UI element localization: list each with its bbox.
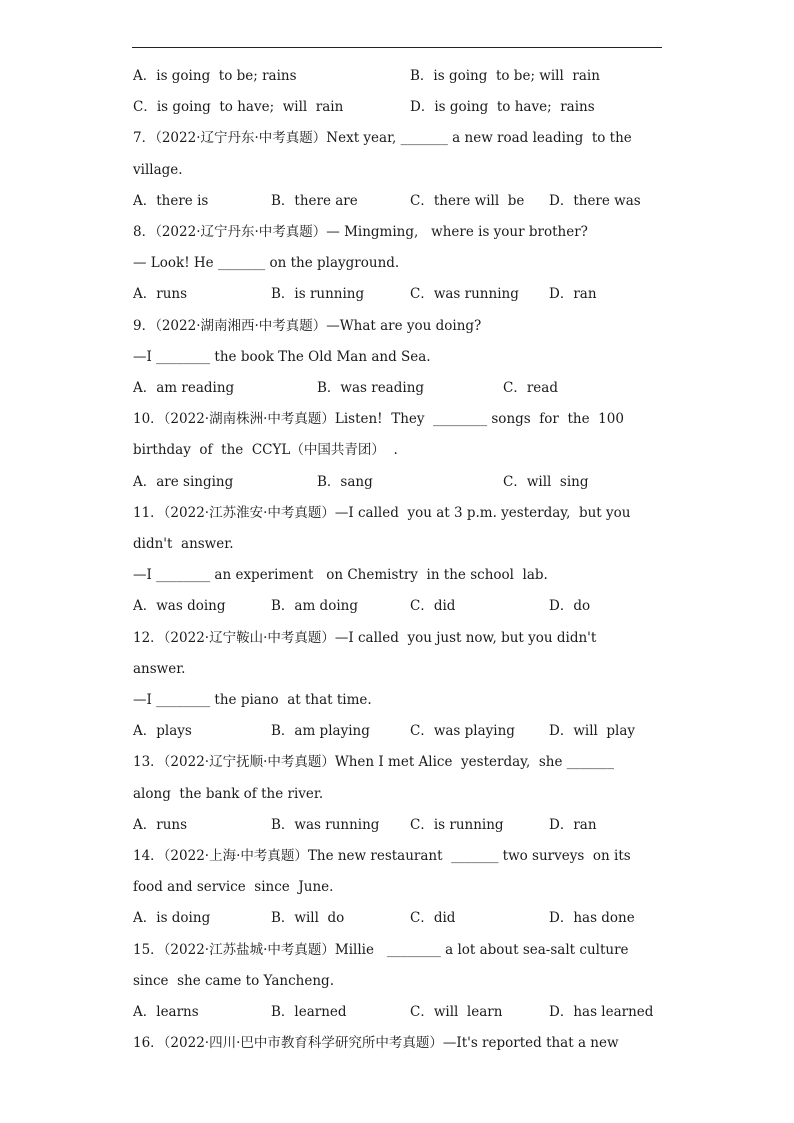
answer-option: A．runs [133,816,188,833]
answer-option: D．will play [549,723,636,740]
question-stem: 11．（2022·江苏淮安·中考真题）—I called you at 3 p.m. yesterday, but you [133,504,631,521]
question-line: along the bank of the river. [133,785,324,802]
question-stem: 10．（2022·湖南株洲·中考真题）Listen! They ________ songs for the 100 [133,411,624,428]
answer-option: C．did [410,598,456,615]
question-line: — Look! He _______ on the playground. [133,255,400,272]
answer-option: B．was reading [317,380,425,396]
answer-option: D．is going to have; rains [410,99,595,116]
answer-option: B．sang [317,473,373,490]
question-line: didn't answer. [133,536,234,552]
answer-option: A．learns [133,1004,199,1020]
answer-option: C．is running [410,816,504,833]
answer-option: C．was playing [410,723,515,740]
question-line: —I ________ the book The Old Man and Sea. [133,348,431,365]
question-line: —I ________ the piano at that time. [133,692,372,708]
answer-option: C．there will be [410,192,525,209]
answer-option: B．was running [271,816,380,833]
answer-option: B．is running [271,286,365,303]
answer-option: B．am doing [271,598,358,615]
answer-option: B．will do [271,910,345,927]
answer-option: A．there is [133,192,209,209]
answer-option: B．am playing [271,723,370,740]
question-line: since she came to Yancheng. [133,972,334,989]
question-line: —I ________ an experiment on Chemistry in the school lab. [133,567,548,584]
answer-option: D．ran [549,816,597,833]
answer-option: B．is going to be; will rain [410,68,600,84]
answer-option: C．will sing [503,473,589,490]
answer-option: D．ran [549,286,597,303]
answer-option: B．learned [271,1004,347,1020]
answer-option: C．is going to have; will rain [133,99,344,116]
question-line: village. [133,161,183,178]
answer-option: C．read [503,380,558,396]
question-stem: 12．（2022·辽宁鞍山·中考真题）—I called you just now, but you didn't [133,629,597,646]
question-line: food and service since June. [133,879,334,896]
answer-option: C．did [410,910,456,927]
answer-option: D．has learned [549,1004,654,1020]
answer-option: A．runs [133,286,188,303]
answer-option: A．am reading [133,380,235,396]
answer-option: D．has done [549,910,635,927]
answer-option: A．are singing [133,473,234,490]
answer-option: B．there are [271,192,358,209]
question-line: answer. [133,660,186,677]
answer-option: A．is going to be; rains [133,68,297,84]
question-stem: 8．（2022·辽宁丹东·中考真题）— Mingming, where is your brother? [133,224,588,240]
question-stem: 7．（2022·辽宁丹东·中考真题）Next year, _______ a new road leading to the [133,130,632,147]
question-stem: 16．（2022·四川·巴中市教育科学研究所中考真题）—It's reported that a new [133,1035,619,1052]
answer-option: C．will learn [410,1004,503,1020]
question-stem: 9．（2022·湖南湘西·中考真题）—What are you doing? [133,317,482,334]
question-line: birthday of the CCYL（中国共青团） . [133,442,398,459]
question-stem: 14．（2022·上海·中考真题）The new restaurant _______ two surveys on its [133,848,631,864]
header-rule [132,47,662,48]
question-stem: 13．（2022·辽宁抚顺·中考真题）When I met Alice yesterday, she _______ [133,754,615,771]
answer-option: D．do [549,598,591,615]
question-stem: 15．（2022·江苏盐城·中考真题）Millie ________ a lot about sea-salt culture [133,941,629,958]
answer-option: A．is doing [133,910,211,927]
answer-option: A．was doing [133,598,226,615]
answer-option: C．was running [410,286,519,303]
answer-option: D．there was [549,192,641,209]
answer-option: A．plays [133,723,192,740]
